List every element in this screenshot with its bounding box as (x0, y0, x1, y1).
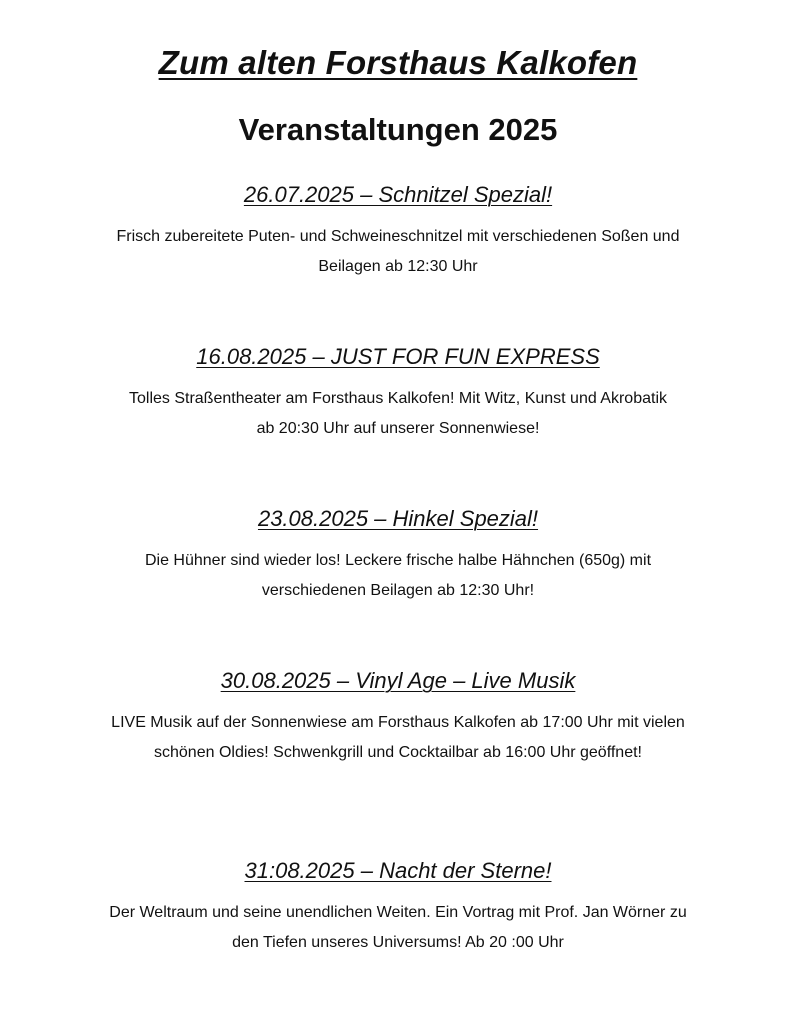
event-description: Der Weltraum und seine unendlichen Weiten. Ein Vortrag mit Prof. Jan Wörner zu den Tiefen unseres Universums! Ab 20 :00 Uhr (109, 904, 687, 951)
event-item (0, 666, 796, 768)
event-description: Frisch zubereitete Puten- und Schweineschnitzel mit verschiedenen Soßen und Beilagen ab 12:30 Uhr (116, 228, 680, 275)
event-heading: 30.08.2025 – Vinyl Age – Live Musik (220, 668, 576, 693)
event-description: Die Hühner sind wieder los! Leckere frische halbe Hähnchen (650g) mit verschiedenen Beilagen ab 12:30 Uhr! (144, 552, 652, 599)
event-heading: 23.08.2025 – Hinkel Spezial! (257, 506, 539, 531)
event-heading: 16.08.2025 – JUST FOR FUN EXPRESS (196, 344, 600, 369)
event-item (0, 856, 796, 958)
event-heading: 31:08.2025 – Nacht der Sterne! (244, 858, 552, 883)
event-item (0, 504, 796, 606)
event-description: LIVE Musik auf der Sonnenwiese am Forsthaus Kalkofen ab 17:00 Uhr mit vielen schönen Oldies! Schwenkgrill und Cocktailbar ab 16:00 Uhr geöffnet! (111, 714, 685, 761)
event-item (0, 180, 796, 282)
event-item (0, 342, 796, 444)
document-title: Zum alten Forsthaus Kalkofen (158, 44, 638, 81)
event-heading: 26.07.2025 – Schnitzel Spezial! (243, 182, 553, 207)
event-description: Tolles Straßentheater am Forsthaus Kalkofen! Mit Witz, Kunst und Akrobatik ab 20:30 Uhr auf unserer Sonnenwiese! (128, 390, 667, 437)
document-subtitle: Veranstaltungen 2025 (238, 112, 558, 147)
